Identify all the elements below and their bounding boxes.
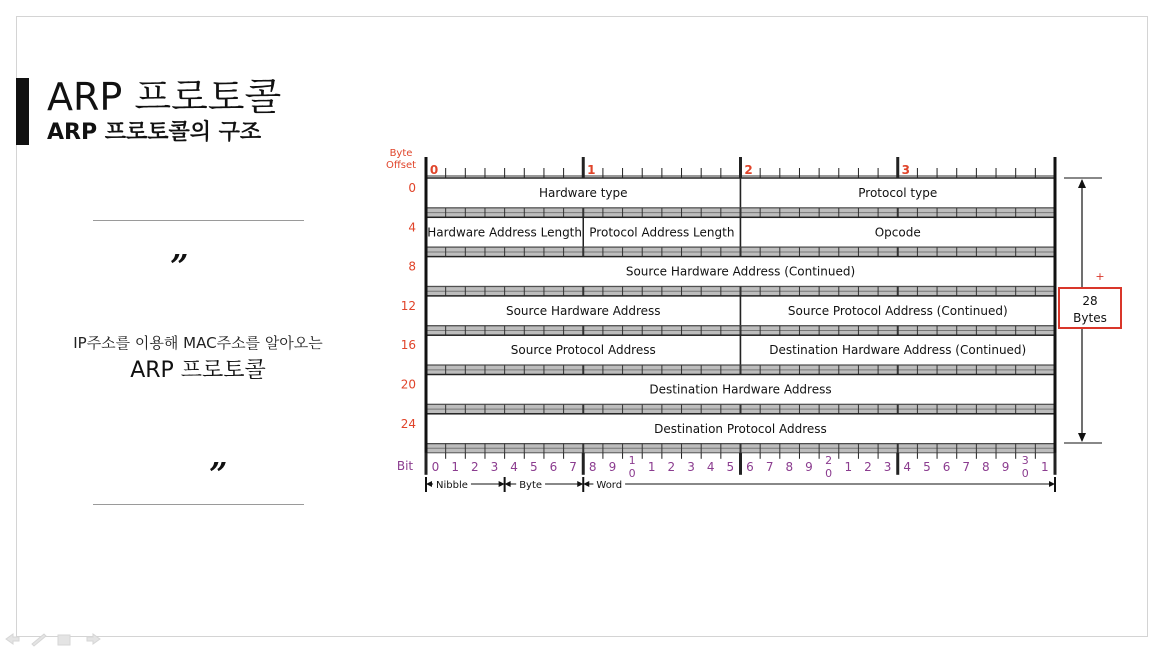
nibble-scale-label: Nibble (436, 480, 468, 491)
bit-number-label: 4 (903, 459, 912, 474)
slide-subtitle: ARP 프로토콜의 구조 (47, 120, 262, 145)
bit-number-label: 3 (687, 459, 695, 474)
size-arrow-down (1078, 433, 1086, 442)
bit-number-label: 9 (1001, 459, 1010, 474)
bit-number-label: 4 (706, 459, 715, 474)
bit-number-label: 6 (549, 459, 558, 474)
field-label: Source Protocol Address (510, 343, 656, 358)
bit-number-label: 5 (923, 459, 931, 474)
byte-number-label: 2 (744, 163, 753, 177)
row-offset-label: 4 (408, 220, 416, 235)
bit-number-label: 0 (431, 459, 440, 474)
pen-icon[interactable] (32, 634, 46, 646)
bit-number-label: 7 (569, 459, 577, 474)
bit-number-label: 7 (765, 459, 774, 474)
bit-number-label: 1 (647, 459, 656, 474)
bit-number-label: 1 (1041, 459, 1049, 474)
size-arrow-up (1078, 179, 1086, 188)
bit-number-label: 9 (608, 459, 617, 474)
byte-number-label: 3 (901, 163, 910, 177)
bit-number-label: 1 (451, 459, 459, 474)
field-label: Destination Protocol Address (654, 421, 827, 436)
row-offset-label: 24 (400, 416, 416, 431)
bit-number-label: 3 (1021, 453, 1029, 467)
row-offset-label: 16 (400, 338, 416, 353)
bit-number-label: 0 (628, 466, 636, 480)
bit-number-label: 5 (529, 459, 538, 474)
bit-label: Bit (396, 458, 414, 473)
quote-emphasis: ARP 프로토콜 (130, 358, 266, 383)
byte-offset-label: Offset (385, 160, 417, 171)
row-offset-label: 0 (408, 181, 416, 195)
bit-ruler-strip (426, 444, 1055, 453)
byte-offset-label: Byte (389, 148, 413, 159)
bit-ruler-strip (426, 247, 1055, 256)
field-label: Source Hardware Address (Continued) (625, 264, 856, 279)
bit-number-label: 8 (982, 459, 990, 474)
bit-number-label: 2 (667, 459, 676, 474)
field-label: Protocol type (858, 186, 938, 200)
bit-number-label: 8 (785, 459, 794, 474)
field-label: Source Protocol Address (Continued) (787, 303, 1008, 318)
close-quote-mark: ” (209, 455, 228, 493)
bit-number-label: 2 (825, 453, 833, 467)
quote-text: IP주소를 이용해 MAC주소를 알아오는 (73, 334, 323, 352)
bit-number-label: 1 (628, 453, 636, 467)
row-offset-label: 8 (408, 259, 416, 274)
plus-mark: + (1095, 270, 1105, 283)
bit-number-label: 9 (805, 459, 813, 474)
field-label: Hardware type (538, 186, 628, 200)
previous-arrow-icon[interactable] (6, 634, 19, 644)
open-quote-mark: ” (170, 247, 189, 285)
row-offset-label: 12 (400, 298, 416, 313)
size-value-label: 28 (1082, 294, 1098, 308)
bit-ruler-strip (426, 287, 1055, 296)
bit-number-label: 4 (510, 459, 518, 474)
byte-number-label: 1 (587, 163, 596, 177)
word-scale-label: Word (596, 480, 623, 491)
bit-ruler-strip (426, 405, 1055, 414)
slides-icon[interactable] (58, 635, 70, 645)
bit-number-label: 3 (883, 459, 892, 474)
bit-ruler-strip (426, 208, 1055, 217)
bit-number-label: 1 (844, 459, 853, 474)
size-unit-label: Bytes (1073, 311, 1107, 325)
bit-number-label: 2 (864, 459, 872, 474)
byte-scale-label: Byte (519, 480, 543, 491)
bit-number-label: 6 (942, 459, 951, 474)
bit-number-label: 3 (490, 459, 499, 474)
bit-ruler-strip (426, 365, 1055, 374)
bit-ruler-strip (426, 326, 1055, 335)
row-offset-label: 20 (400, 377, 416, 392)
bit-number-label: 0 (825, 466, 833, 480)
field-label: Hardware Address Length (427, 225, 582, 240)
bit-number-label: 6 (746, 459, 754, 474)
slideshow-nav-controls[interactable] (4, 631, 104, 649)
field-label: Destination Hardware Address (Continued) (769, 343, 1027, 358)
next-arrow-icon[interactable] (87, 634, 100, 644)
bit-number-label: 7 (962, 459, 971, 474)
bit-number-label: 5 (726, 459, 735, 474)
field-label: Destination Hardware Address (649, 382, 832, 397)
bit-number-label: 0 (1021, 466, 1029, 480)
field-label: Opcode (874, 225, 921, 240)
byte-number-label: 0 (429, 163, 439, 177)
bit-number-label: 2 (470, 459, 479, 474)
field-label: Protocol Address Length (589, 225, 735, 240)
bit-number-label: 8 (588, 459, 597, 474)
slide-title: ARP 프로토콜 (47, 75, 282, 119)
field-label: Source Hardware Address (505, 303, 661, 318)
